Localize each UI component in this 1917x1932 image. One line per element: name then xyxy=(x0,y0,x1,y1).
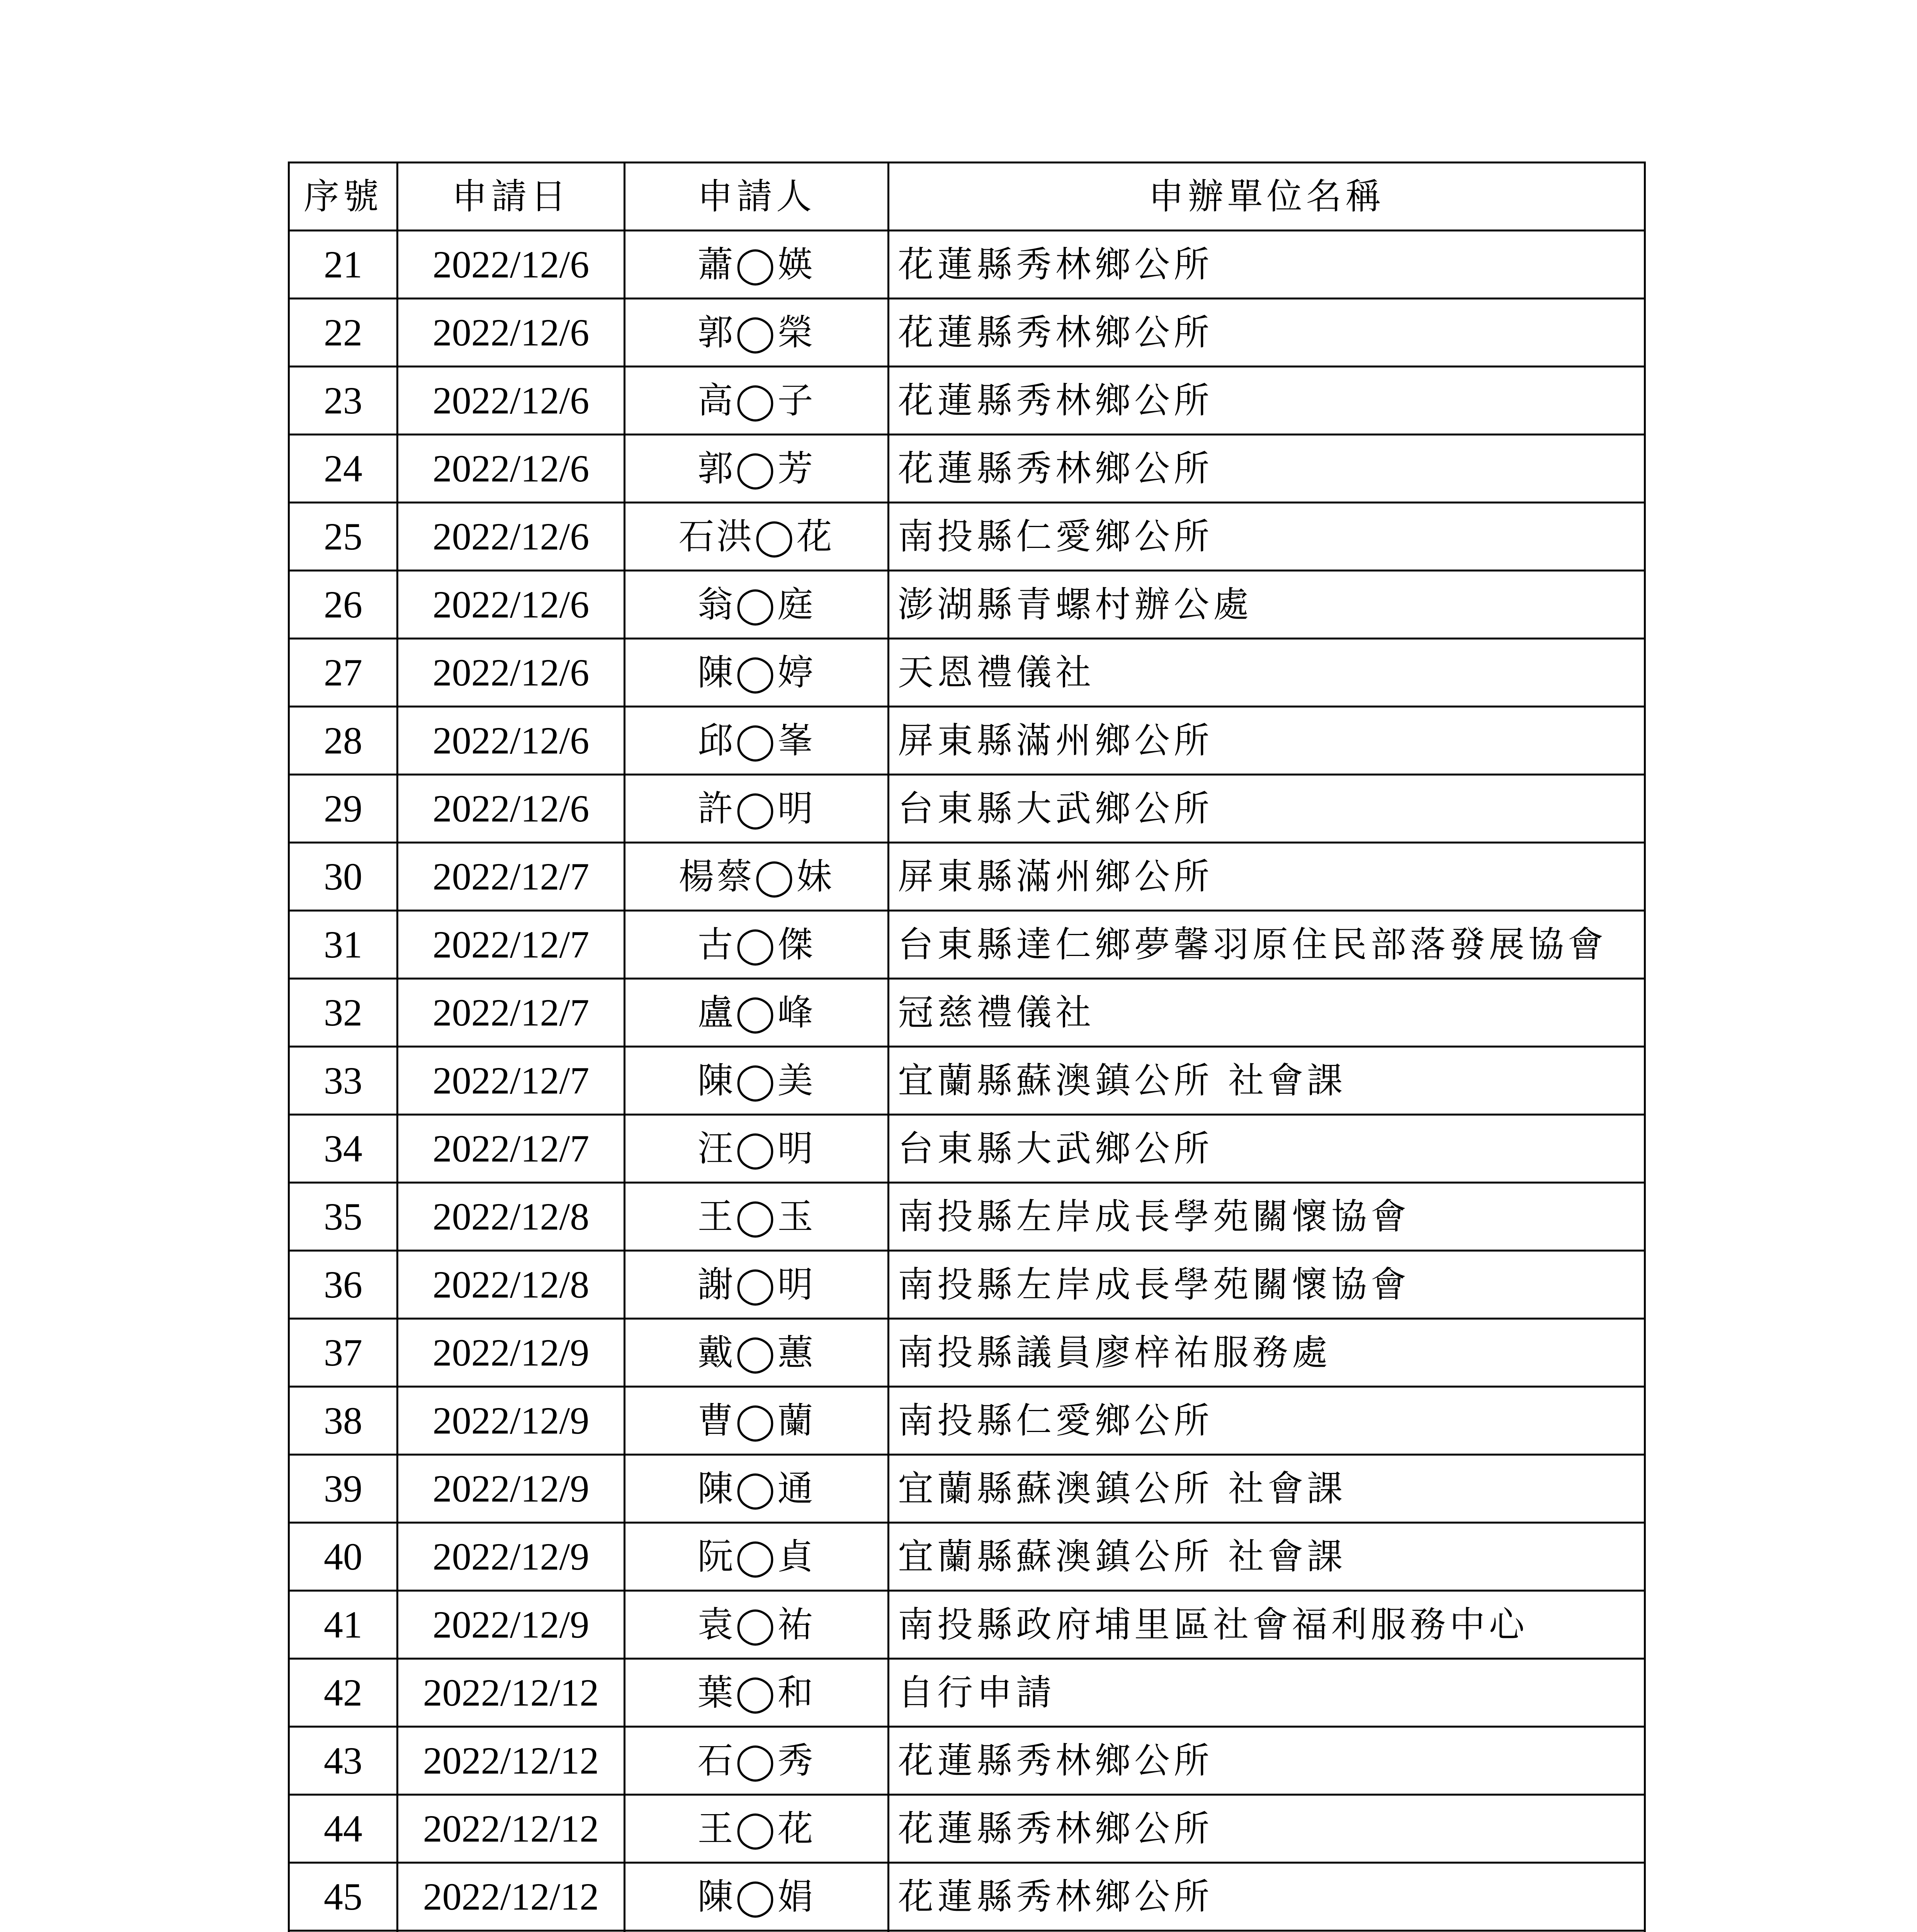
row-unit-cell: 南投縣政府埔里區社會福利服務中心 xyxy=(889,1591,1645,1659)
table-body xyxy=(289,231,1645,1932)
row-date-cell: 2022/12/12 xyxy=(398,1659,625,1727)
row-applicant-cell: 戴◯蕙 xyxy=(625,1319,889,1387)
row-seq-cell: 35 xyxy=(289,1183,398,1251)
row-unit-cell xyxy=(889,1931,1645,1932)
table-row xyxy=(289,1931,1645,1932)
table-row xyxy=(289,367,1645,435)
table-row xyxy=(289,775,1645,843)
table-row xyxy=(289,299,1645,367)
row-seq-cell: 40 xyxy=(289,1523,398,1591)
row-seq-cell: 36 xyxy=(289,1251,398,1319)
row-unit-cell: 南投縣議員廖梓祐服務處 xyxy=(889,1319,1645,1387)
row-seq-cell: 21 xyxy=(289,231,398,299)
table-row xyxy=(289,1115,1645,1183)
row-applicant-cell: 汪◯明 xyxy=(625,1115,889,1183)
row-seq-cell: 43 xyxy=(289,1727,398,1795)
table-row xyxy=(289,571,1645,639)
row-applicant-cell: 盧◯峰 xyxy=(625,979,889,1047)
table-row xyxy=(289,231,1645,299)
row-date-cell: 2022/12/6 xyxy=(398,231,625,299)
row-date-cell: 2022/12/7 xyxy=(398,843,625,911)
row-unit-cell: 南投縣左岸成長學苑關懷協會 xyxy=(889,1251,1645,1319)
row-unit-cell: 台東縣大武鄉公所 xyxy=(889,775,1645,843)
row-seq-cell: 26 xyxy=(289,571,398,639)
row-seq-cell: 30 xyxy=(289,843,398,911)
table-row xyxy=(289,1319,1645,1387)
row-unit-cell: 天恩禮儀社 xyxy=(889,639,1645,707)
table-row xyxy=(289,1863,1645,1931)
row-date-cell: 2022/12/6 xyxy=(398,299,625,367)
row-seq-cell: 39 xyxy=(289,1455,398,1523)
row-seq-cell: 32 xyxy=(289,979,398,1047)
row-date-cell: 2022/12/9 xyxy=(398,1523,625,1591)
table-row xyxy=(289,1659,1645,1727)
row-date-cell xyxy=(398,1931,625,1932)
row-date-cell: 2022/12/7 xyxy=(398,1115,625,1183)
header-seq: 序號 xyxy=(289,163,398,231)
row-date-cell: 2022/12/7 xyxy=(398,1047,625,1115)
row-date-cell: 2022/12/6 xyxy=(398,707,625,775)
row-date-cell: 2022/12/6 xyxy=(398,571,625,639)
table-row xyxy=(289,1591,1645,1659)
row-applicant-cell: 蕭◯媖 xyxy=(625,231,889,299)
row-unit-cell: 宜蘭縣蘇澳鎮公所 社會課 xyxy=(889,1523,1645,1591)
row-seq-cell: 27 xyxy=(289,639,398,707)
row-applicant-cell: 王◯花 xyxy=(625,1795,889,1863)
row-unit-cell: 花蓮縣秀林鄉公所 xyxy=(889,1863,1645,1931)
row-unit-cell: 台東縣達仁鄉夢馨羽原住民部落發展協會 xyxy=(889,911,1645,979)
row-applicant-cell: 許◯明 xyxy=(625,775,889,843)
row-date-cell: 2022/12/9 xyxy=(398,1455,625,1523)
row-date-cell: 2022/12/9 xyxy=(398,1591,625,1659)
row-applicant-cell: 謝◯明 xyxy=(625,1251,889,1319)
applications-table xyxy=(288,162,1646,1932)
table-row xyxy=(289,1183,1645,1251)
row-unit-cell: 宜蘭縣蘇澳鎮公所 社會課 xyxy=(889,1455,1645,1523)
row-unit-cell: 南投縣仁愛鄉公所 xyxy=(889,503,1645,571)
row-date-cell: 2022/12/8 xyxy=(398,1251,625,1319)
header-date: 申請日 xyxy=(398,163,625,231)
table-row xyxy=(289,1047,1645,1115)
row-applicant-cell: 古◯傑 xyxy=(625,911,889,979)
row-seq-cell: 22 xyxy=(289,299,398,367)
row-date-cell: 2022/12/12 xyxy=(398,1863,625,1931)
row-applicant-cell: 高◯子 xyxy=(625,367,889,435)
row-unit-cell: 南投縣仁愛鄉公所 xyxy=(889,1387,1645,1455)
row-unit-cell: 自行申請 xyxy=(889,1659,1645,1727)
row-unit-cell: 花蓮縣秀林鄉公所 xyxy=(889,1727,1645,1795)
row-seq-cell xyxy=(289,1931,398,1932)
row-date-cell: 2022/12/6 xyxy=(398,775,625,843)
row-seq-cell: 24 xyxy=(289,435,398,503)
row-unit-cell: 屏東縣滿州鄉公所 xyxy=(889,707,1645,775)
table-row xyxy=(289,1727,1645,1795)
row-seq-cell: 44 xyxy=(289,1795,398,1863)
row-unit-cell: 澎湖縣青螺村辦公處 xyxy=(889,571,1645,639)
row-seq-cell: 38 xyxy=(289,1387,398,1455)
row-seq-cell: 34 xyxy=(289,1115,398,1183)
row-seq-cell: 28 xyxy=(289,707,398,775)
table-row xyxy=(289,1251,1645,1319)
row-applicant-cell: 陳◯娟 xyxy=(625,1863,889,1931)
row-applicant-cell: 郭◯芳 xyxy=(625,435,889,503)
row-seq-cell: 23 xyxy=(289,367,398,435)
row-applicant-cell: 翁◯庭 xyxy=(625,571,889,639)
table-row xyxy=(289,1387,1645,1455)
row-unit-cell: 花蓮縣秀林鄉公所 xyxy=(889,367,1645,435)
row-applicant-cell xyxy=(625,1931,889,1932)
row-seq-cell: 41 xyxy=(289,1591,398,1659)
row-applicant-cell: 葉◯和 xyxy=(625,1659,889,1727)
row-applicant-cell: 曹◯蘭 xyxy=(625,1387,889,1455)
row-seq-cell: 42 xyxy=(289,1659,398,1727)
row-applicant-cell: 陳◯通 xyxy=(625,1455,889,1523)
row-date-cell: 2022/12/6 xyxy=(398,639,625,707)
row-applicant-cell: 袁◯祐 xyxy=(625,1591,889,1659)
table-row xyxy=(289,1455,1645,1523)
row-seq-cell: 25 xyxy=(289,503,398,571)
row-seq-cell: 37 xyxy=(289,1319,398,1387)
row-applicant-cell: 王◯玉 xyxy=(625,1183,889,1251)
row-date-cell: 2022/12/6 xyxy=(398,367,625,435)
row-applicant-cell: 阮◯貞 xyxy=(625,1523,889,1591)
row-seq-cell: 33 xyxy=(289,1047,398,1115)
table-row xyxy=(289,911,1645,979)
row-date-cell: 2022/12/7 xyxy=(398,979,625,1047)
row-seq-cell: 29 xyxy=(289,775,398,843)
row-unit-cell: 宜蘭縣蘇澳鎮公所 社會課 xyxy=(889,1047,1645,1115)
row-unit-cell: 花蓮縣秀林鄉公所 xyxy=(889,299,1645,367)
table-row xyxy=(289,979,1645,1047)
row-unit-cell: 冠慈禮儀社 xyxy=(889,979,1645,1047)
row-unit-cell: 屏東縣滿州鄉公所 xyxy=(889,843,1645,911)
header-applicant: 申請人 xyxy=(625,163,889,231)
header-unit: 申辦單位名稱 xyxy=(889,163,1645,231)
row-applicant-cell: 陳◯婷 xyxy=(625,639,889,707)
row-seq-cell: 45 xyxy=(289,1863,398,1931)
row-date-cell: 2022/12/6 xyxy=(398,435,625,503)
table-row xyxy=(289,707,1645,775)
row-date-cell: 2022/12/7 xyxy=(398,911,625,979)
row-date-cell: 2022/12/9 xyxy=(398,1387,625,1455)
table-row xyxy=(289,435,1645,503)
table-row xyxy=(289,639,1645,707)
row-applicant-cell: 石洪◯花 xyxy=(625,503,889,571)
row-applicant-cell: 石◯秀 xyxy=(625,1727,889,1795)
table-row xyxy=(289,1795,1645,1863)
row-date-cell: 2022/12/12 xyxy=(398,1727,625,1795)
table-row xyxy=(289,843,1645,911)
row-unit-cell: 花蓮縣秀林鄉公所 xyxy=(889,1795,1645,1863)
row-seq-cell: 31 xyxy=(289,911,398,979)
row-date-cell: 2022/12/8 xyxy=(398,1183,625,1251)
table-row xyxy=(289,1523,1645,1591)
row-applicant-cell: 邱◯峯 xyxy=(625,707,889,775)
row-applicant-cell: 郭◯榮 xyxy=(625,299,889,367)
table-header-row xyxy=(289,163,1645,231)
row-applicant-cell: 楊蔡◯妹 xyxy=(625,843,889,911)
row-date-cell: 2022/12/6 xyxy=(398,503,625,571)
table-row xyxy=(289,503,1645,571)
row-unit-cell: 南投縣左岸成長學苑關懷協會 xyxy=(889,1183,1645,1251)
row-unit-cell: 花蓮縣秀林鄉公所 xyxy=(889,435,1645,503)
row-unit-cell: 台東縣大武鄉公所 xyxy=(889,1115,1645,1183)
row-date-cell: 2022/12/12 xyxy=(398,1795,625,1863)
row-unit-cell: 花蓮縣秀林鄉公所 xyxy=(889,231,1645,299)
row-date-cell: 2022/12/9 xyxy=(398,1319,625,1387)
row-applicant-cell: 陳◯美 xyxy=(625,1047,889,1115)
